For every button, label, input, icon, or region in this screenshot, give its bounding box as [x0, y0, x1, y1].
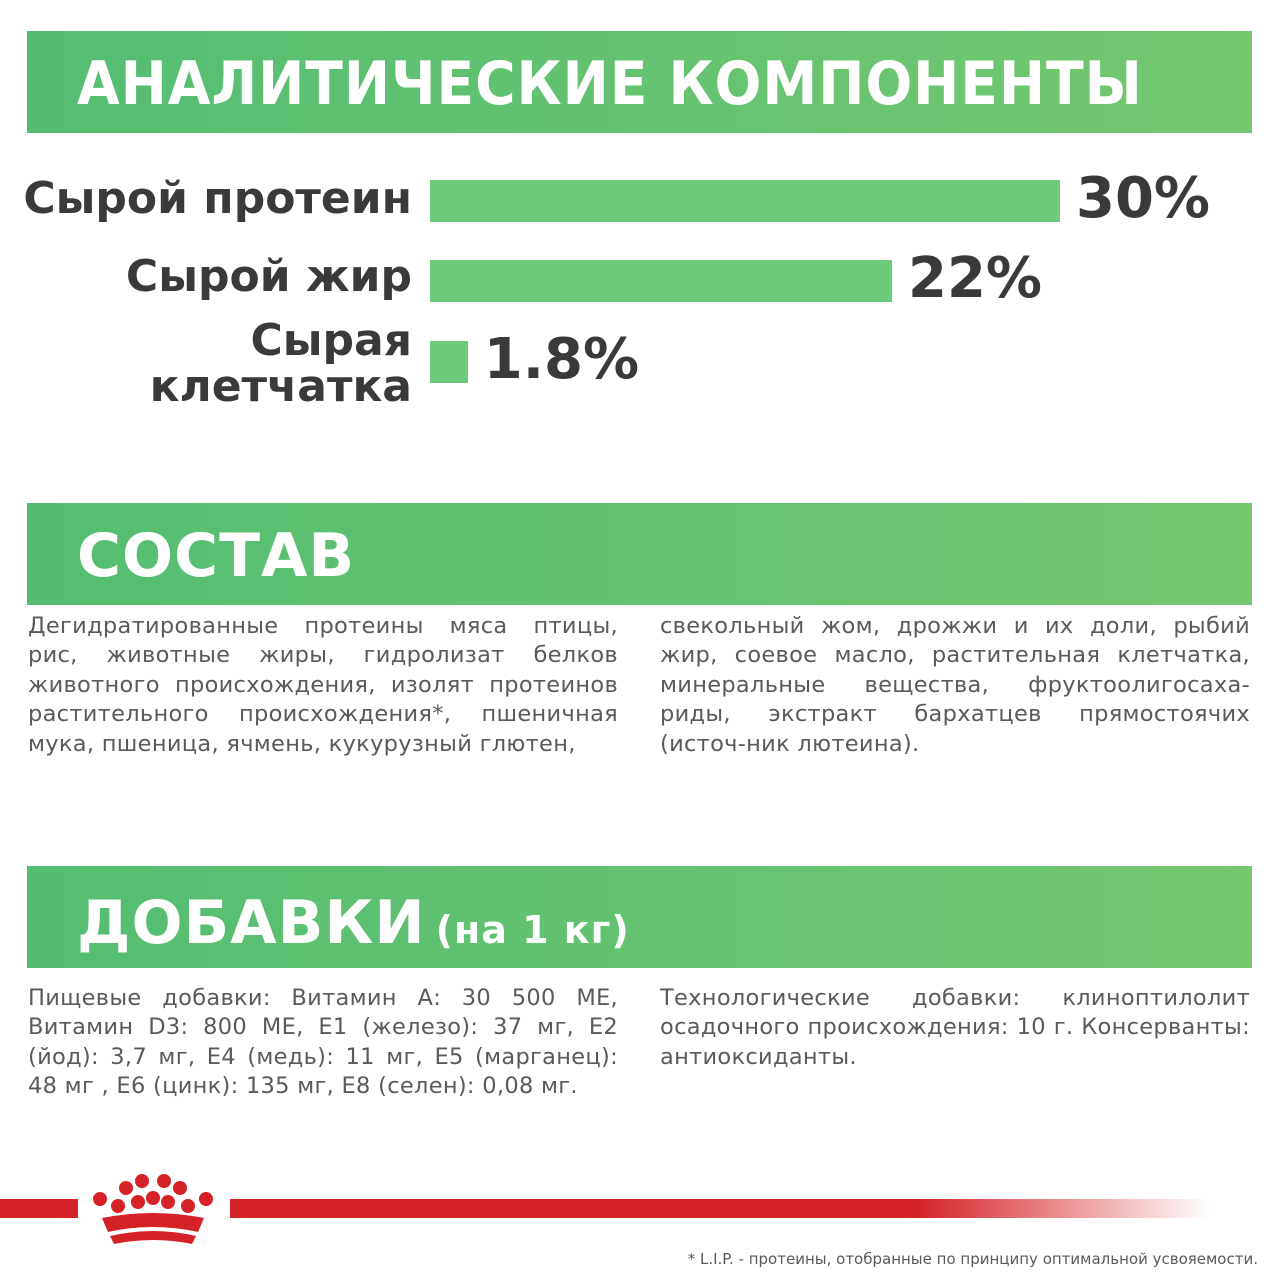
- nutrient-label-fiber: [149, 315, 412, 412]
- additives-title: [77, 888, 630, 958]
- additives-title-main: ДОБАВКИ: [77, 888, 426, 958]
- composition-banner: [27, 503, 1252, 605]
- composition-text-col1: Дегидратированные протеины мяса птицы, рис, животные жиры, гидролизат белков животного происхождения, изолят протеинов растительного происхождения*, пшеничная мука, пшеница, ячмень, кукурузный глютен,: [28, 613, 618, 757]
- additives-banner: [27, 866, 1252, 968]
- composition-title: СОСТАВ: [77, 521, 356, 591]
- brand-line-right: [230, 1199, 1210, 1218]
- crown-logo-icon: [88, 1170, 218, 1250]
- nutrient-value-protein: 30%: [1076, 166, 1211, 231]
- nutrient-label-fiber-line2: клетчатка: [149, 361, 412, 412]
- nutrient-bar-protein: [430, 180, 1060, 222]
- nutrient-label-fat: [125, 251, 412, 302]
- nutrient-label-fat-line: Сырой жир: [125, 251, 412, 302]
- additives-text-col2: Технологические добавки: клиноптилолит осадочного происхождения: 10 г. Консерванты: антиоксиданты.: [660, 985, 1250, 1070]
- nutrient-value-fiber: 1.8%: [483, 327, 640, 392]
- additives-title-sub: (на 1 кг): [435, 908, 630, 952]
- additives-text-col1: Пищевые добавки: Витамин А: 30 500 МЕ, Витамин D3: 800 МЕ, E1 (железо): 37 мг, E2 (йод): 3,7 мг, E4 (медь): 11 мг, E5 (марганец): 48 мг , E6 (цинк): 135 мг, E8 (селен): 0,08 мг.: [28, 985, 618, 1100]
- analytic-banner: [27, 31, 1252, 133]
- brand-line-left: [0, 1199, 78, 1218]
- nutrient-label-protein: [23, 173, 412, 224]
- footnote: * L.I.P. - протеины, отобранные по принципу оптимальной усвояемости.: [687, 1250, 1258, 1268]
- nutrient-value-fat: 22%: [908, 246, 1043, 311]
- nutrient-bar-fiber: [430, 341, 468, 383]
- nutrient-label-fiber-line1: Сырая: [250, 315, 412, 366]
- nutrient-label-protein-line: Сырой протеин: [23, 173, 412, 224]
- analytic-title: АНАЛИТИЧЕСКИЕ КОМПОНЕНТЫ: [77, 49, 1143, 119]
- nutrient-bar-fat: [430, 260, 892, 302]
- composition-text-col2: свекольный жом, дрожжи и их доли, рыбий жир, соевое масло, растительная клетчатка, минеральные вещества, фруктоолигосаха-риды, экстракт бархатцев прямостоячих (источ-ник лютеина).: [660, 613, 1250, 757]
